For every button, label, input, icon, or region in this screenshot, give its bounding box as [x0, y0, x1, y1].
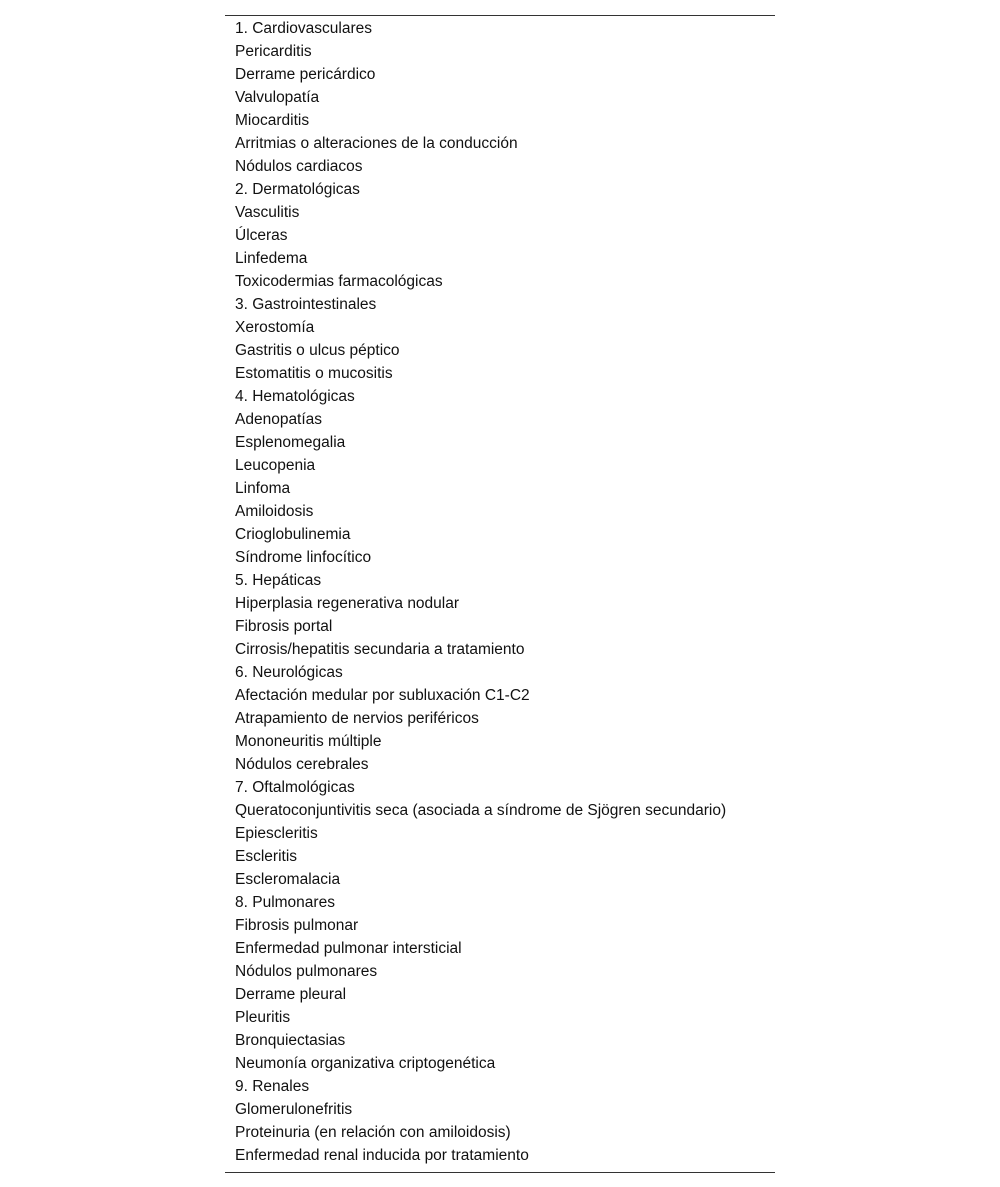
- table-row: Crioglobulinemia: [235, 526, 351, 543]
- table-row: Arritmias o alteraciones de la conducción: [235, 135, 518, 152]
- table-row: Nódulos cerebrales: [235, 756, 369, 773]
- table-row: Pleuritis: [235, 1009, 291, 1026]
- table-row: Atrapamiento de nervios periféricos: [235, 710, 479, 727]
- table-bottom-rule: [225, 1172, 775, 1173]
- table-row: Valvulopatía: [235, 89, 320, 106]
- table-row: Amiloidosis: [235, 503, 314, 520]
- category-header-row: 1. Cardiovasculares: [235, 20, 372, 37]
- table-row: Gastritis o ulcus péptico: [235, 342, 400, 359]
- table-row: Enfermedad renal inducida por tratamiento: [235, 1147, 529, 1164]
- table-row: Síndrome linfocítico: [235, 549, 372, 566]
- table-row: Úlceras: [235, 227, 288, 244]
- table-row: Fibrosis pulmonar: [235, 917, 359, 934]
- table-row: Epiescleritis: [235, 825, 318, 842]
- table-row: Miocarditis: [235, 112, 310, 129]
- table-row: Xerostomía: [235, 319, 315, 336]
- table-row: Vasculitis: [235, 204, 300, 221]
- table-row: Nódulos cardiacos: [235, 158, 363, 175]
- category-header-row: 8. Pulmonares: [235, 894, 335, 911]
- table-row: Linfedema: [235, 250, 308, 267]
- table-row: Escleritis: [235, 848, 298, 865]
- table-row: Hiperplasia regenerativa nodular: [235, 595, 460, 612]
- table-row: Proteinuria (en relación con amiloidosis): [235, 1124, 511, 1141]
- table-row: Toxicodermias farmacológicas: [235, 273, 443, 290]
- table-row: Fibrosis portal: [235, 618, 333, 635]
- table-row: Escleromalacia: [235, 871, 341, 888]
- category-header-row: 3. Gastrointestinales: [235, 296, 377, 313]
- table-row: Afectación medular por subluxación C1-C2: [235, 687, 530, 704]
- table-row: Mononeuritis múltiple: [235, 733, 382, 750]
- table-row: Glomerulonefritis: [235, 1101, 353, 1118]
- table-row: Enfermedad pulmonar intersticial: [235, 940, 462, 957]
- table-row: Estomatitis o mucositis: [235, 365, 393, 382]
- table-row: Adenopatías: [235, 411, 323, 428]
- manifestations-table: [225, 15, 775, 1173]
- table-row: Nódulos pulmonares: [235, 963, 378, 980]
- category-header-row: 4. Hematológicas: [235, 388, 355, 405]
- table-body: [225, 16, 775, 1172]
- table-row: Derrame pleural: [235, 986, 347, 1003]
- table-row: Derrame pericárdico: [235, 66, 376, 83]
- table-row: Esplenomegalia: [235, 434, 346, 451]
- category-header-row: 9. Renales: [235, 1078, 310, 1095]
- table-row: Cirrosis/hepatitis secundaria a tratamiento: [235, 641, 525, 658]
- table-row: Bronquiectasias: [235, 1032, 346, 1049]
- table-row: Leucopenia: [235, 457, 316, 474]
- category-header-row: 6. Neurológicas: [235, 664, 343, 681]
- table-row: Linfoma: [235, 480, 291, 497]
- table-row: Pericarditis: [235, 43, 312, 60]
- category-header-row: 7. Oftalmológicas: [235, 779, 355, 796]
- category-header-row: 5. Hepáticas: [235, 572, 322, 589]
- table-row: Queratoconjuntivitis seca (asociada a síndrome de Sjögren secundario): [235, 802, 727, 819]
- table-row: Neumonía organizativa criptogenética: [235, 1055, 496, 1072]
- category-header-row: 2. Dermatológicas: [235, 181, 360, 198]
